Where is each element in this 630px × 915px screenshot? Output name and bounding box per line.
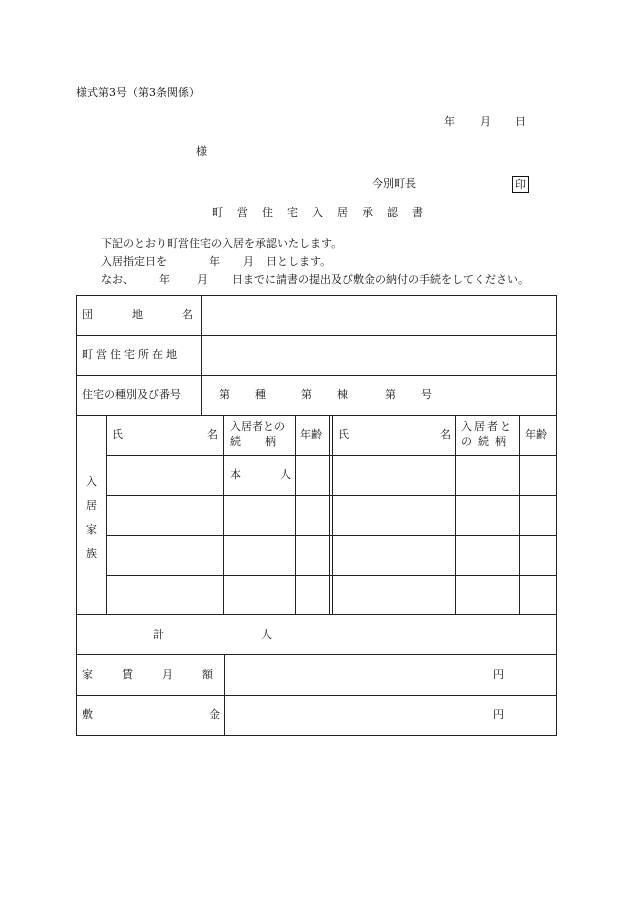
addressee-suffix: 様 [196, 145, 207, 158]
row-divider [76, 335, 557, 336]
body-line-3-start: なお、 [101, 273, 134, 286]
table-border-top [76, 295, 557, 296]
body-line-3-year: 年 [159, 273, 170, 286]
seal-mark: 印 [512, 176, 529, 193]
row-divider [76, 614, 557, 615]
header-age-2: 年齢 [525, 428, 547, 441]
row-divider [76, 415, 557, 416]
family-col-divider [223, 415, 224, 615]
deposit-unit: 円 [493, 708, 504, 721]
type-to: 棟 [337, 388, 348, 401]
header-age-1: 年齢 [300, 428, 322, 441]
header-name-right-2: 名 [440, 428, 451, 441]
type-dai-1: 第 [219, 388, 230, 401]
family-col-divider [455, 415, 456, 615]
label-danchi-text: 団地名 [82, 308, 232, 321]
family-col-divider [519, 415, 520, 615]
header-relation-2-line1: 入居者と [461, 420, 513, 433]
family-label-divider [106, 415, 107, 615]
body-line-2-month: 月 [243, 255, 254, 268]
self-right: 人 [280, 468, 291, 481]
label-danchi [82, 308, 232, 322]
body-line-3-end: 日までに請書の提出及び敷金の納付の手続をしてください。 [232, 273, 529, 286]
form-number: 様式第3号（第3条関係） [76, 86, 200, 99]
total-label: 計 [153, 628, 164, 641]
header-name-right-1: 名 [207, 428, 218, 441]
row-divider [76, 375, 557, 376]
amount-column-divider [224, 654, 225, 736]
header-relation-1-line2: 続柄 [230, 435, 300, 448]
date-day-label: 日 [515, 115, 526, 128]
body-line-1: 下記のとおり町営住宅の入居を承認いたします。 [101, 237, 343, 250]
type-go: 号 [421, 388, 432, 401]
family-col-divider [329, 415, 330, 615]
label-address: 町営住宅所在地 [82, 348, 180, 361]
label-housing-type: 住宅の種別及び番号 [82, 388, 181, 401]
document-title: 町営住宅入居承認書 [212, 206, 437, 219]
type-dai-3: 第 [385, 388, 396, 401]
header-relation-2-line2: の続柄 [461, 435, 512, 448]
body-line-3-month: 月 [197, 273, 208, 286]
label-deposit: 敷金 [82, 708, 336, 721]
table-border-left [76, 295, 77, 736]
date-month-label: 月 [480, 115, 491, 128]
label-family: 入居家族 [86, 475, 97, 560]
header-name-left-1: 氏 [112, 428, 123, 441]
total-unit: 人 [261, 628, 272, 641]
body-line-2-end: 日とします。 [266, 255, 332, 268]
header-relation-1-line1: 入居者との [230, 420, 285, 433]
row-divider [76, 654, 557, 655]
date-year-label: 年 [444, 115, 455, 128]
family-col-divider-double [332, 415, 333, 615]
body-line-2-start: 入居指定日を [101, 255, 167, 268]
type-dai-2: 第 [301, 388, 312, 401]
type-shu: 種 [255, 388, 266, 401]
table-border-right [556, 295, 557, 736]
issuer-name: 今別町長 [372, 177, 416, 190]
table-border-bottom [76, 735, 557, 736]
body-line-2-year: 年 [209, 255, 220, 268]
row-divider [76, 695, 557, 696]
header-name-left-2: 氏 [338, 428, 349, 441]
self-left: 本 [230, 468, 241, 481]
rent-unit: 円 [493, 668, 504, 681]
label-rent: 家賃月額 [82, 668, 242, 681]
